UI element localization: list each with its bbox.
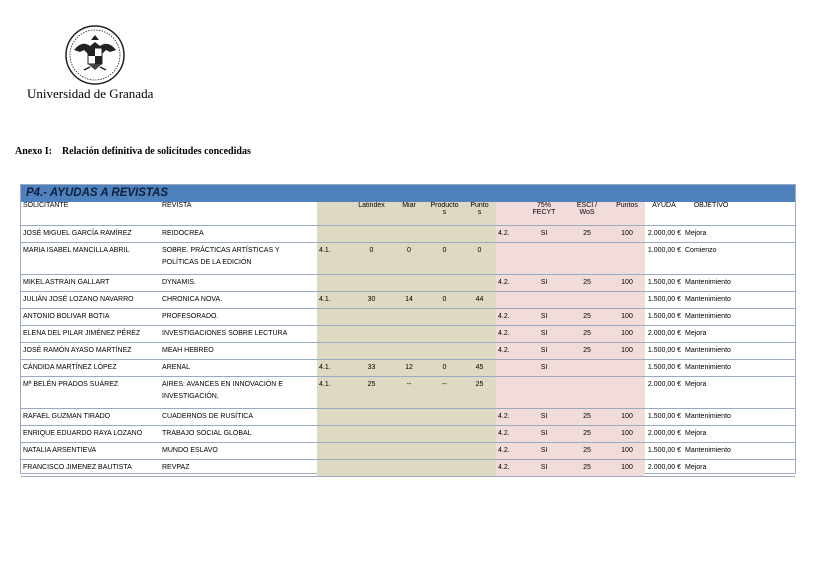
cell-puntos-b: 100 (609, 460, 645, 477)
cell-puntos-a (463, 460, 496, 477)
cell-ayuda: 2.000,00 € (645, 426, 683, 443)
cell-esci: 25 (565, 443, 609, 460)
cell-fecyt: SI (523, 360, 565, 377)
section-title: P4.- AYUDAS A REVISTAS (21, 185, 795, 202)
cell-solicitante: ENRIQUE EDUARDO RAYA LOZANO (21, 426, 160, 443)
cell-puntos-b: 100 (609, 426, 645, 443)
cell-fecyt: SI (523, 326, 565, 343)
col-solicitante: SOLICITANTE (21, 202, 160, 226)
cell-productos (426, 275, 463, 292)
cell-code-a (317, 275, 351, 292)
cell-ayuda: 2.000,00 € (645, 326, 683, 343)
table-row (21, 426, 795, 443)
cell-revista: ARENAL (160, 360, 317, 377)
cell-puntos-a: 25 (463, 377, 496, 409)
annex-label: Anexo I: (15, 146, 52, 157)
cell-miar (392, 409, 426, 426)
cell-objetivo: Mantenimiento (683, 275, 795, 292)
cell-fecyt: SI (523, 409, 565, 426)
cell-miar (392, 443, 426, 460)
cell-latindex (351, 409, 392, 426)
cell-productos: 0 (426, 292, 463, 309)
cell-puntos-b: 100 (609, 226, 645, 243)
cell-solicitante: Mª BELÉN PRADOS SUÁREZ (21, 377, 160, 409)
cell-latindex: 0 (351, 243, 392, 275)
col-ayuda: AYUDA (645, 202, 683, 226)
cell-puntos-b (609, 292, 645, 309)
cell-code-b: 4.2. (496, 343, 523, 360)
cell-fecyt: SI (523, 443, 565, 460)
table-row (21, 309, 795, 326)
cell-code-a (317, 409, 351, 426)
table-row (21, 243, 795, 275)
cell-ayuda: 1.500,00 € (645, 292, 683, 309)
cell-revista: MEAH HEBREO (160, 343, 317, 360)
cell-ayuda: 1.500,00 € (645, 409, 683, 426)
cell-objetivo: Mejora (683, 226, 795, 243)
cell-code-a (317, 326, 351, 343)
cell-code-a: 4.1. (317, 377, 351, 409)
cell-puntos-b: 100 (609, 409, 645, 426)
cell-ayuda: 1.500,00 € (645, 309, 683, 326)
cell-objetivo: Mejora (683, 460, 795, 477)
table-row (21, 443, 795, 460)
cell-objetivo: Mantenimiento (683, 343, 795, 360)
cell-revista: AIRES: AVANCES EN INNOVACIÓN E INVESTIGACIÓN, (160, 377, 317, 409)
cell-fecyt: SI (523, 426, 565, 443)
col-esci: ESCI / WoS (565, 202, 609, 226)
cell-puntos-a: 45 (463, 360, 496, 377)
cell-esci: 25 (565, 275, 609, 292)
cell-code-a: 4.1. (317, 292, 351, 309)
table-row (21, 326, 795, 343)
cell-puntos-b: 100 (609, 343, 645, 360)
col-fecyt: 75% FECYT (523, 202, 565, 226)
cell-code-a (317, 309, 351, 326)
cell-ayuda: 2.000,00 € (645, 226, 683, 243)
cell-productos (426, 409, 463, 426)
cell-ayuda: 1.500,00 € (645, 275, 683, 292)
cell-ayuda: 1.000,00 € (645, 243, 683, 275)
cell-puntos-b: 100 (609, 326, 645, 343)
cell-code-b: 4.2. (496, 409, 523, 426)
col-puntos-a: Punto s (463, 202, 496, 226)
cell-fecyt: SI (523, 343, 565, 360)
cell-objetivo: Comienzo (683, 243, 795, 275)
cell-puntos-a (463, 226, 496, 243)
table-row (21, 377, 795, 409)
cell-revista: CHRONICA NOVA. (160, 292, 317, 309)
cell-miar (392, 426, 426, 443)
cell-revista: DYNAMIS. (160, 275, 317, 292)
cell-code-b: 4.2. (496, 443, 523, 460)
cell-esci: 25 (565, 226, 609, 243)
cell-latindex: 30 (351, 292, 392, 309)
cell-code-a: 4.1. (317, 243, 351, 275)
cell-code-a (317, 443, 351, 460)
col-revista: REVISTA (160, 202, 317, 226)
cell-solicitante: MIKEL ASTRAIN GALLART (21, 275, 160, 292)
cell-latindex (351, 460, 392, 477)
cell-productos (426, 309, 463, 326)
cell-latindex: 25 (351, 377, 392, 409)
cell-solicitante: JOSÉ RAMÓN AYASO MARTÍNEZ (21, 343, 160, 360)
cell-revista: PROFESORADO. (160, 309, 317, 326)
cell-miar (392, 309, 426, 326)
cell-code-b: 4.2. (496, 326, 523, 343)
cell-fecyt (523, 377, 565, 409)
cell-miar (392, 460, 426, 477)
cell-esci: 25 (565, 326, 609, 343)
cell-latindex (351, 226, 392, 243)
cell-solicitante: ELENA DEL PILAR JIMÉNEZ PÉREZ (21, 326, 160, 343)
cell-latindex (351, 426, 392, 443)
university-seal-logo (64, 24, 126, 86)
cell-puntos-a (463, 409, 496, 426)
grants-table-panel (20, 184, 796, 474)
cell-objetivo: Mantenimiento (683, 309, 795, 326)
table-row (21, 460, 795, 477)
table-row (21, 226, 795, 243)
annex-heading (15, 146, 251, 157)
cell-miar: 14 (392, 292, 426, 309)
cell-latindex: 33 (351, 360, 392, 377)
cell-productos (426, 460, 463, 477)
cell-esci (565, 377, 609, 409)
university-name: Universidad de Granada (27, 86, 154, 101)
cell-puntos-b: 100 (609, 309, 645, 326)
cell-miar (392, 343, 426, 360)
cell-productos: -- (426, 377, 463, 409)
annex-title: Relación definitiva de solicitudes concedidas (61, 146, 251, 157)
cell-puntos-b (609, 243, 645, 275)
cell-fecyt: SI (523, 460, 565, 477)
cell-productos (426, 443, 463, 460)
cell-code-a (317, 343, 351, 360)
cell-solicitante: ANTONIO BOLIVAR BOTIA (21, 309, 160, 326)
cell-productos (426, 326, 463, 343)
cell-code-b (496, 377, 523, 409)
cell-puntos-a (463, 343, 496, 360)
cell-objetivo: Mejora (683, 377, 795, 409)
col-objetivo: OBJETIVO (683, 202, 739, 226)
cell-objetivo: Mantenimiento (683, 292, 795, 309)
cell-revista: REIDOCREA (160, 226, 317, 243)
cell-ayuda: 1.500,00 € (645, 443, 683, 460)
cell-code-a (317, 460, 351, 477)
cell-esci: 25 (565, 343, 609, 360)
cell-latindex (351, 275, 392, 292)
cell-esci: 25 (565, 460, 609, 477)
cell-puntos-b (609, 377, 645, 409)
table-row (21, 409, 795, 426)
cell-puntos-a (463, 326, 496, 343)
cell-miar (392, 326, 426, 343)
cell-puntos-b: 100 (609, 443, 645, 460)
cell-ayuda: 2.000,00 € (645, 377, 683, 409)
cell-productos (426, 226, 463, 243)
cell-latindex (351, 326, 392, 343)
cell-solicitante: NATALIA ARSENTIEVA (21, 443, 160, 460)
cell-puntos-a: 0 (463, 243, 496, 275)
cell-objetivo: Mejora (683, 326, 795, 343)
table-header-row (21, 202, 795, 226)
cell-code-b (496, 292, 523, 309)
col-miar: Miar (392, 202, 426, 226)
table-row (21, 275, 795, 292)
cell-esci: 25 (565, 426, 609, 443)
cell-revista: MUNDO ESLAVO (160, 443, 317, 460)
cell-fecyt (523, 243, 565, 275)
cell-code-b: 4.2. (496, 226, 523, 243)
cell-revista: TRABAJO SOCIAL GLOBAL (160, 426, 317, 443)
cell-objetivo: Mantenimiento (683, 409, 795, 426)
cell-productos (426, 343, 463, 360)
cell-esci (565, 292, 609, 309)
cell-puntos-a (463, 309, 496, 326)
col-puntos-b: Puntos (609, 202, 645, 226)
cell-esci: 25 (565, 309, 609, 326)
cell-puntos-a (463, 275, 496, 292)
cell-solicitante: FRANCISCO JIMENEZ BAUTISTA (21, 460, 160, 477)
cell-fecyt: SI (523, 309, 565, 326)
cell-productos: 0 (426, 360, 463, 377)
cell-solicitante: MARIA ISABEL MANCILLA ABRIL (21, 243, 160, 275)
cell-puntos-a (463, 426, 496, 443)
cell-productos (426, 426, 463, 443)
cell-esci (565, 243, 609, 275)
cell-miar: -- (392, 377, 426, 409)
col-latindex: Latindex (351, 202, 392, 226)
cell-solicitante: JOSÉ MIGUEL GARCÍA RAMÍREZ (21, 226, 160, 243)
cell-objetivo: Mejora (683, 426, 795, 443)
cell-solicitante: JULIÁN JOSÉ LOZANO NAVARRO (21, 292, 160, 309)
cell-esci (565, 360, 609, 377)
cell-miar (392, 275, 426, 292)
cell-esci: 25 (565, 409, 609, 426)
cell-code-a (317, 226, 351, 243)
cell-ayuda: 1.500,00 € (645, 343, 683, 360)
cell-revista: SOBRE. PRÁCTICAS ARTÍSTICAS Y POLÍTICAS DE LA EDICIÓN (160, 243, 317, 275)
cell-latindex (351, 443, 392, 460)
cell-objetivo: Mantenimiento (683, 360, 795, 377)
cell-ayuda: 1.500,00 € (645, 360, 683, 377)
cell-fecyt (523, 292, 565, 309)
cell-ayuda: 2.000,00 € (645, 460, 683, 477)
cell-latindex (351, 343, 392, 360)
cell-miar: 12 (392, 360, 426, 377)
table-row (21, 360, 795, 377)
cell-puntos-a (463, 443, 496, 460)
cell-fecyt: SI (523, 226, 565, 243)
cell-puntos-b (609, 360, 645, 377)
cell-code-b: 4.2. (496, 460, 523, 477)
cell-miar: 0 (392, 243, 426, 275)
cell-revista: INVESTIGACIONES SOBRE LECTURA (160, 326, 317, 343)
grants-table (21, 202, 795, 477)
cell-revista: REVPAZ (160, 460, 317, 477)
cell-puntos-a: 44 (463, 292, 496, 309)
cell-miar (392, 226, 426, 243)
cell-code-b: 4.2. (496, 426, 523, 443)
cell-code-a: 4.1. (317, 360, 351, 377)
cell-code-b: 4.2. (496, 309, 523, 326)
cell-code-b (496, 360, 523, 377)
cell-code-b: 4.2. (496, 275, 523, 292)
cell-productos: 0 (426, 243, 463, 275)
cell-code-b (496, 243, 523, 275)
table-row (21, 292, 795, 309)
cell-puntos-b: 100 (609, 275, 645, 292)
cell-solicitante: RAFAEL GUZMAN TIRADO (21, 409, 160, 426)
cell-objetivo: Mantenimiento (683, 443, 795, 460)
cell-code-a (317, 426, 351, 443)
cell-solicitante: CÁNDIDA MARTÍNEZ LÓPEZ (21, 360, 160, 377)
cell-revista: CUADERNOS DE RUSÍTICA (160, 409, 317, 426)
cell-latindex (351, 309, 392, 326)
table-row (21, 343, 795, 360)
cell-fecyt: SI (523, 275, 565, 292)
col-productos: Producto s (426, 202, 463, 226)
